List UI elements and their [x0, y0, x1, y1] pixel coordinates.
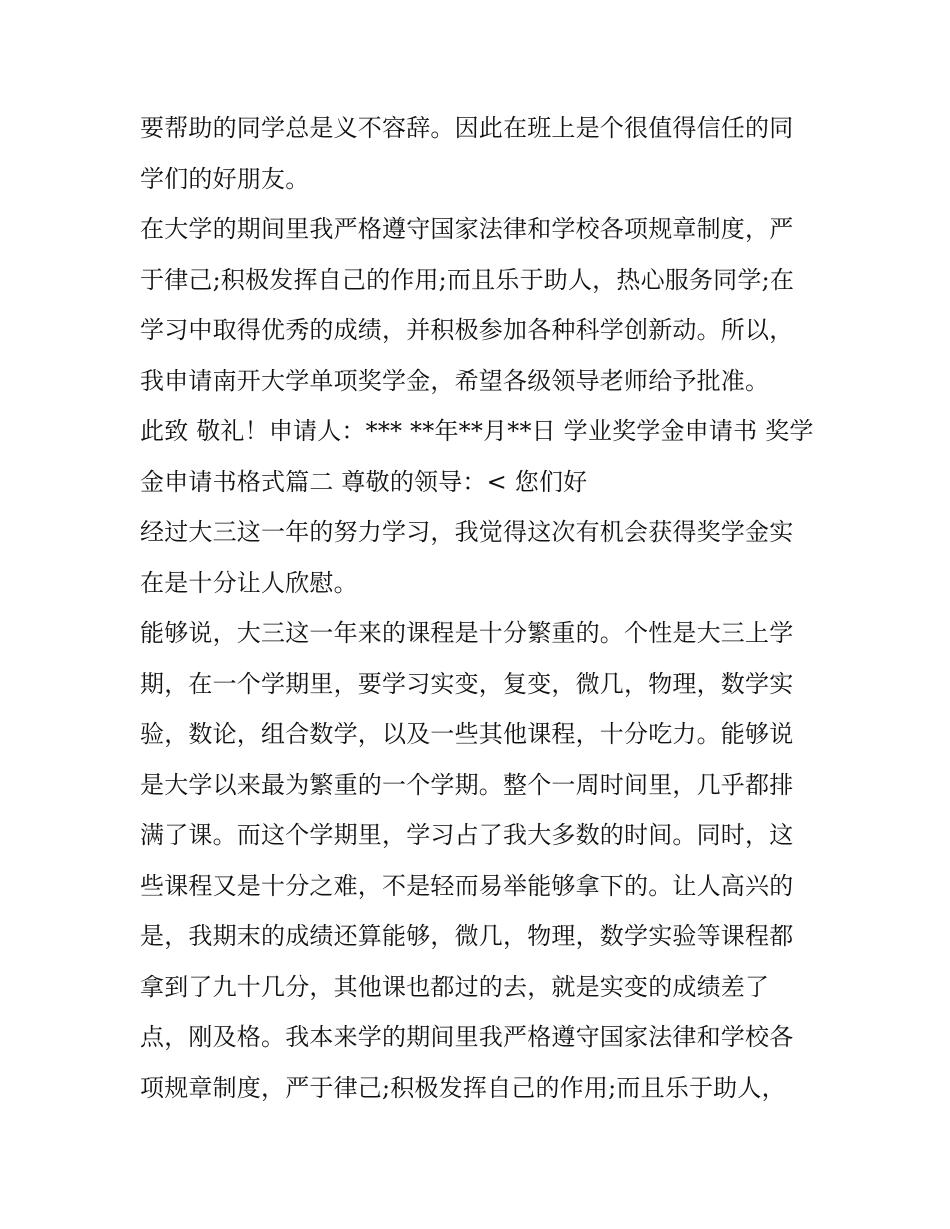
- text-line: 是，我期末的成绩还算能够，微几，物理，数学实验等课程都: [140, 922, 794, 950]
- document-body: [140, 103, 820, 1113]
- text-line: 项规章制度，严于律己;积极发挥自己的作用;而且乐于助人，: [140, 1073, 786, 1102]
- text-line: 学们的好朋友。: [140, 164, 310, 193]
- text-line: 是大学以来最为繁重的一个学期。整个一周时间里，几乎都排: [140, 770, 794, 799]
- text-line: 经过大三这一年的努力学习，我觉得这次有机会获得奖学金实: [140, 518, 794, 546]
- text-line: 在是十分让人欣慰。: [140, 568, 358, 597]
- text-line: 金申请书格式篇二 尊敬的领导：< 您们好: [140, 467, 588, 496]
- text-line: 满了课。而这个学期里，学习占了我大多数的时间。同时，这: [140, 821, 794, 849]
- text-line: 于律己;积极发挥自己的作用;而且乐于助人，热心服务同学;在: [140, 265, 795, 294]
- text-line: 些课程又是十分之难，不是轻而易举能够拿下的。让人高兴的: [140, 871, 794, 900]
- text-line: 验，数论，组合数学，以及一些其他课程，十分吃力。能够说: [140, 720, 794, 748]
- text-line: 要帮助的同学总是义不容辞。因此在班上是个很值得信任的同: [140, 114, 794, 142]
- text-line: 学习中取得优秀的成绩，并积极参加各种科学创新动。所以，: [140, 316, 794, 344]
- text-line: 点，刚及格。我本来学的期间里我严格遵守国家法律和学校各: [140, 1023, 794, 1051]
- text-line: 在大学的期间里我严格遵守国家法律和学校各项规章制度，严: [140, 215, 794, 243]
- text-line: 拿到了九十几分，其他课也都过的去，就是实变的成绩差了: [140, 972, 770, 1001]
- text-line: 此致 敬礼！申请人：*** **年**月**日 学业奖学金申请书 奖学: [140, 417, 814, 445]
- text-line: 期，在一个学期里，要学习实变，复变，微几，物理，数学实: [140, 669, 794, 698]
- text-line: 我申请南开大学单项奖学金，希望各级领导老师给予批准。: [140, 366, 770, 395]
- text-line: 能够说，大三这一年来的课程是十分繁重的。个性是大三上学: [140, 619, 794, 647]
